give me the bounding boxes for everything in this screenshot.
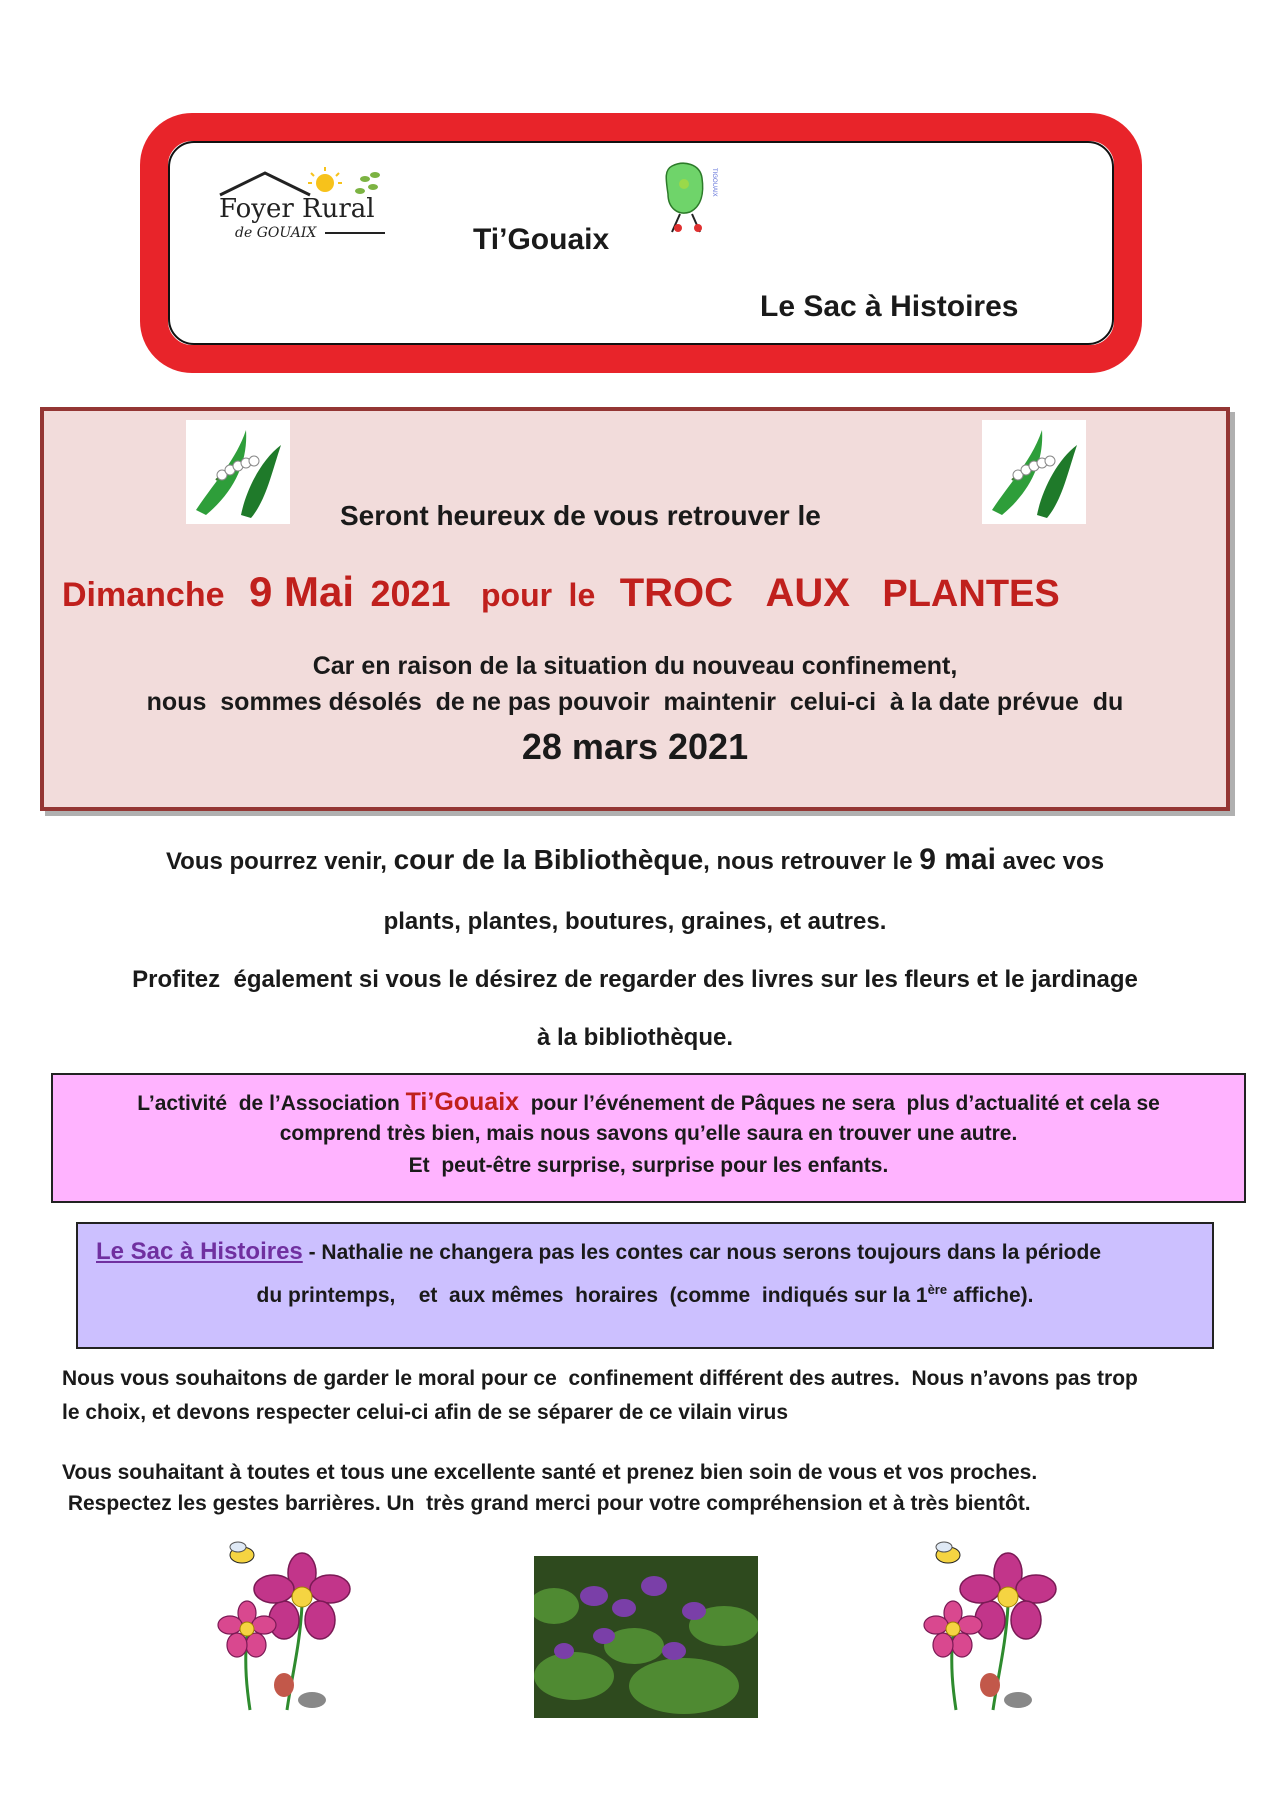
flower-bee-illustration-right [898, 1525, 1088, 1717]
activity-end: pour l’événement de Pâques ne sera plus d’actualité et cela se [519, 1092, 1160, 1115]
event-aux: AUX [765, 571, 850, 615]
activity-assoc-name: Ti’Gouaix [405, 1088, 520, 1116]
lily-of-the-valley-left-icon [186, 420, 290, 524]
activity-line-2: comprend très bien, mais nous savons qu’elle saura en trouver une autre. [279, 1122, 1018, 1145]
sac-line-1 [96, 1236, 1101, 1269]
p1-date: 9 mai [919, 843, 996, 876]
sac-line-2-end: affiche). [947, 1284, 1034, 1307]
activity-line-1 [51, 1086, 1246, 1120]
p1-mid: , nous retrouver le [703, 848, 920, 875]
flower-bee-illustration-left [192, 1525, 382, 1717]
sac-line-2-start: du printemps, et aux mêmes horaires (comme indiqués sur la 1 [256, 1284, 928, 1307]
reason-line-2: nous sommes désolés de ne pas pouvoir maintenir celui-ci à la date prévue du [146, 688, 1124, 716]
connector-pour: pour [481, 577, 553, 613]
date-word: Dimanche [62, 576, 225, 614]
closing-line-2: le choix, et devons respecter celui-ci afin de se séparer de ce vilain virus [62, 1401, 788, 1424]
event-date-line [62, 568, 1060, 616]
tigouaix-label: Ti’Gouaix [473, 223, 610, 256]
violets-photo [534, 1556, 758, 1718]
paragraph-4: à la bibliothèque. [536, 1024, 734, 1051]
sac-a-histoires-link[interactable]: Le Sac à Histoires [96, 1238, 303, 1265]
paragraph-1 [40, 843, 1230, 879]
sac-line-2-sup: ère [927, 1282, 948, 1297]
paragraph-2: plants, plantes, boutures, graines, et autres. [383, 908, 887, 935]
activity-start: L’activité de l’Association [137, 1092, 406, 1115]
closing-line-1: Nous vous souhaitons de garder le moral pour ce confinement différent des autres. Nous n’avons pas trop [62, 1367, 1138, 1390]
date-year: 2021 [370, 573, 451, 614]
svg-text:Foyer Rural: Foyer Rural [219, 194, 375, 224]
sac-label: Le Sac à Histoires [760, 290, 1019, 323]
p1-start: Vous pourrez venir, [165, 848, 394, 875]
date-day: 9 Mai [248, 568, 354, 615]
svg-text:TIGOUAIX: TIGOUAIX [711, 168, 717, 197]
intro-text: Seront heureux de vous retrouver le [340, 500, 821, 531]
p1-place: cour de la Bibliothèque [393, 844, 704, 875]
closing-line-3: Vous souhaitant à toutes et tous une excellente santé et prenez bien soin de vous et vos proches. [62, 1461, 1038, 1484]
svg-text:de GOUAIX: de GOUAIX [235, 225, 317, 241]
foyer-rural-logo [215, 165, 390, 245]
event-plantes: PLANTES [882, 573, 1060, 615]
connector-le: le [568, 577, 596, 613]
old-date: 28 mars 2021 [521, 726, 749, 767]
reason-line-1: Car en raison de la situation du nouveau confinement, [312, 652, 958, 680]
sac-line-2 [76, 1274, 1214, 1312]
tigouaix-logo [660, 158, 722, 246]
sac-line-1-text: - Nathalie ne changera pas les contes car nous serons toujours dans la période [302, 1241, 1102, 1264]
paragraph-3: Profitez également si vous le désirez de regarder des livres sur les fleurs et le jardinage [132, 966, 1138, 993]
activity-line-3: Et peut-être surprise, surprise pour les enfants. [408, 1154, 889, 1177]
closing-line-4: Respectez les gestes barrières. Un très grand merci pour votre compréhension et à très bientôt. [62, 1492, 1031, 1515]
p1-end: avec vos [995, 848, 1105, 875]
event-troc: TROC [619, 571, 734, 615]
lily-of-the-valley-right-icon [982, 420, 1086, 524]
